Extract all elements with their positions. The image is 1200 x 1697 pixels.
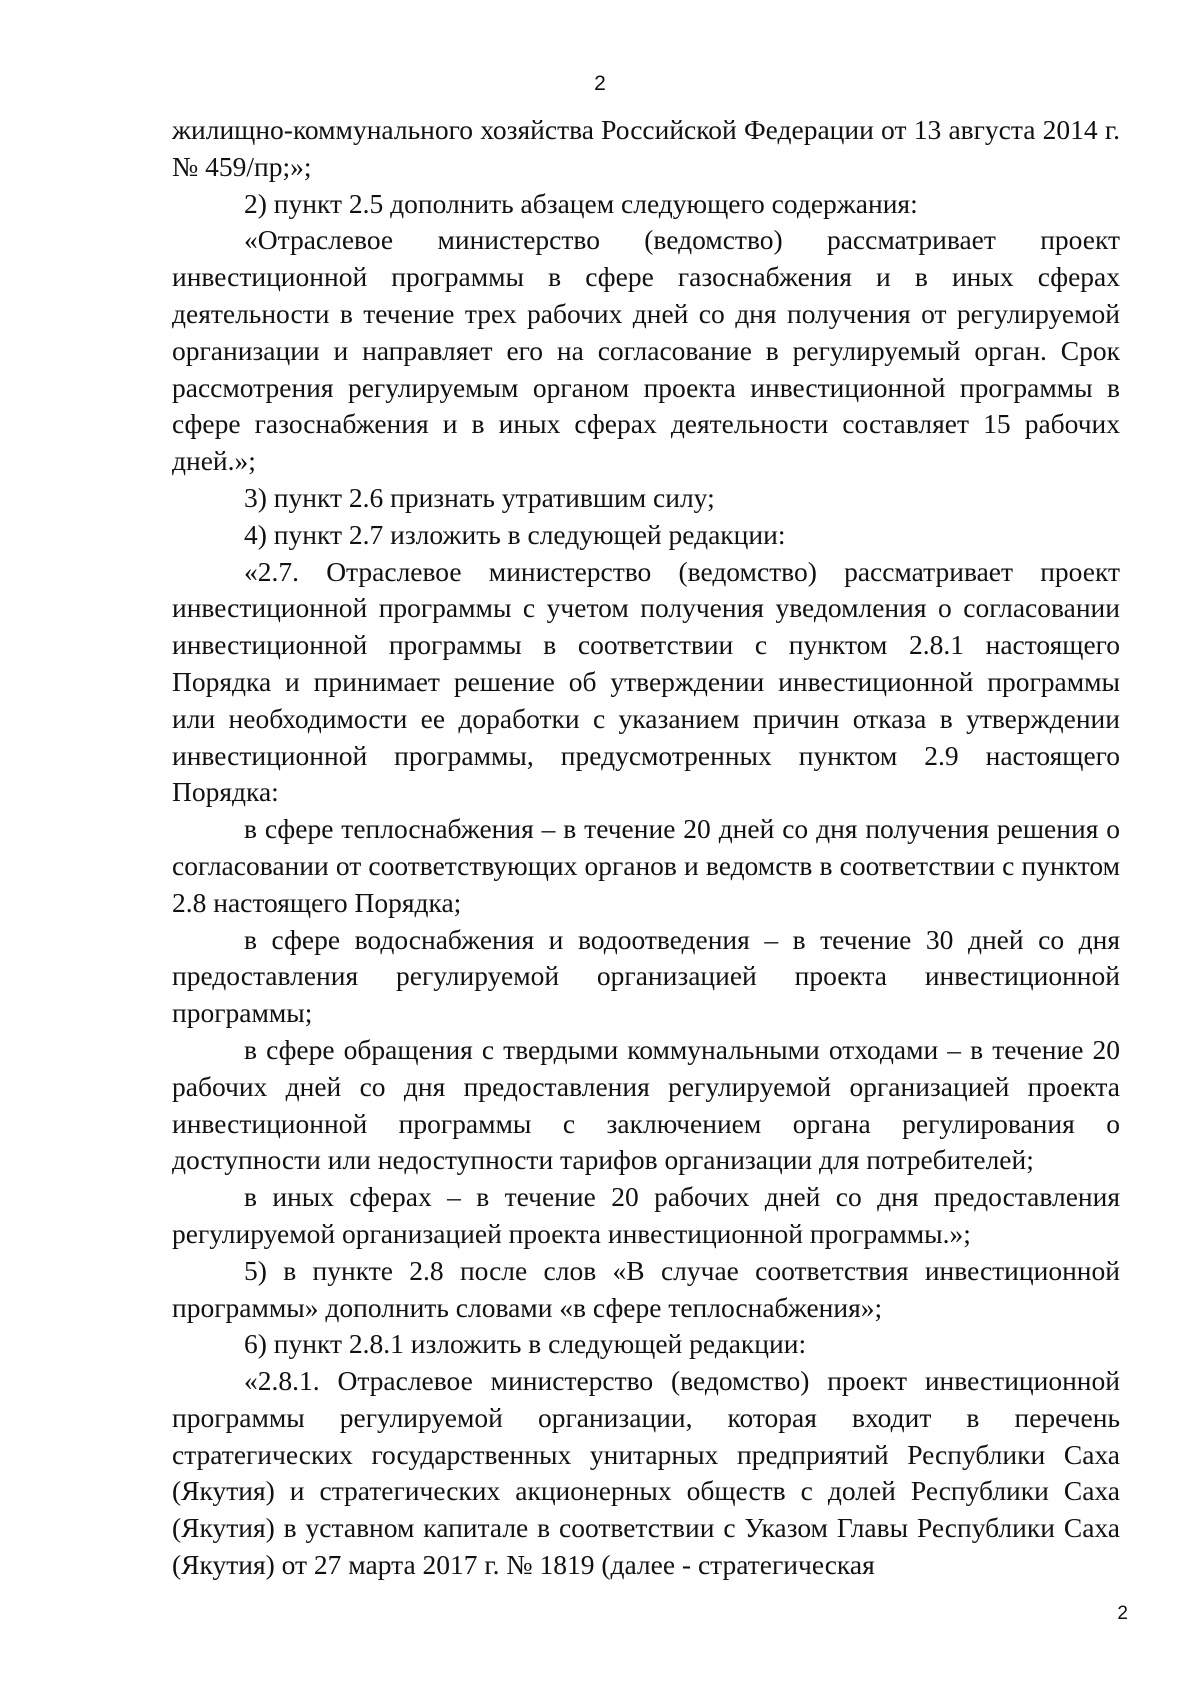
paragraph: «Отраслевое министерство (ведомство) рассматривает проект инвестиционной программы в сфере газоснабжения и в иных сферах деятельности в течение трех рабочих дней со дня получения от регулируемой организации и направляет его на согласование в регулируемый орган. Срок рассмотрения регулируемым органом проекта инвестиционной программы в сфере газоснабжения и в иных сферах деятельности составляет 15 рабочих дней.»;: [172, 224, 1120, 477]
paragraph: «2.7. Отраслевое министерство (ведомство) рассматривает проект инвестиционной программы с учетом получения уведомления о согласовании инвестиционной программы в соответствии с пунктом 2.8.1 настоящего Порядка и принимает решение об утверждении инвестиционной программы или необходимости ее доработки с указанием причин отказа в утверждении инвестиционной программы, предусмотренных пунктом 2.9 настоящего Порядка:: [172, 555, 1120, 808]
paragraph: в сфере обращения с твердыми коммунальными отходами – в течение 20 рабочих дней со дня предоставления регулируемой организацией проекта инвестиционной программы с заключением органа регулирования о доступности или недоступности тарифов организации для потребителей;: [172, 1033, 1120, 1176]
paragraph: «2.8.1. Отраслевое министерство (ведомство) проект инвестиционной программы регулируемой организации, которая входит в перечень стратегических государственных унитарных предприятий Республики Саха (Якутия) и стратегических акционерных обществ с долей Республики Саха (Якутия) в уставном капитале в соответствии с Указом Главы Республики Саха (Якутия) от 27 марта 2017 г. № 1819 (далее - стратегическая: [172, 1365, 1120, 1581]
document-body: [172, 112, 1120, 1584]
page-number-top: 2: [594, 72, 606, 95]
paragraph: в сфере водоснабжения и водоотведения – в течение 30 дней со дня предоставления регулируемой организацией проекта инвестиционной программы;: [172, 923, 1120, 1029]
paragraph: 4) пункт 2.7 изложить в следующей редакции:: [244, 518, 786, 550]
paragraph: в сфере теплоснабжения – в течение 20 дней со дня получения решения о согласовании от соответствующих органов и ведомств в соответствии с пунктом 2.8 настоящего Порядка;: [172, 813, 1120, 918]
paragraph: жилищно-коммунального хозяйства Российской Федерации от 13 августа 2014 г. № 459/пр;»;: [172, 114, 1120, 182]
paragraph: 5) в пункте 2.8 после слов «В случае соответствия инвестиционной программы» дополнить словами «в сфере теплоснабжения»;: [172, 1254, 1120, 1323]
paragraph: 6) пункт 2.8.1 изложить в следующей редакции:: [244, 1328, 807, 1360]
paragraph: 3) пункт 2.6 признать утратившим силу;: [244, 481, 715, 513]
page-number-bottom: 2: [1117, 1603, 1128, 1624]
paragraph: 2) пункт 2.5 дополнить абзацем следующего содержания:: [244, 187, 918, 219]
paragraph: в иных сферах – в течение 20 рабочих дней со дня предоставления регулируемой организацией проекта инвестиционной программы.»;: [172, 1181, 1120, 1249]
